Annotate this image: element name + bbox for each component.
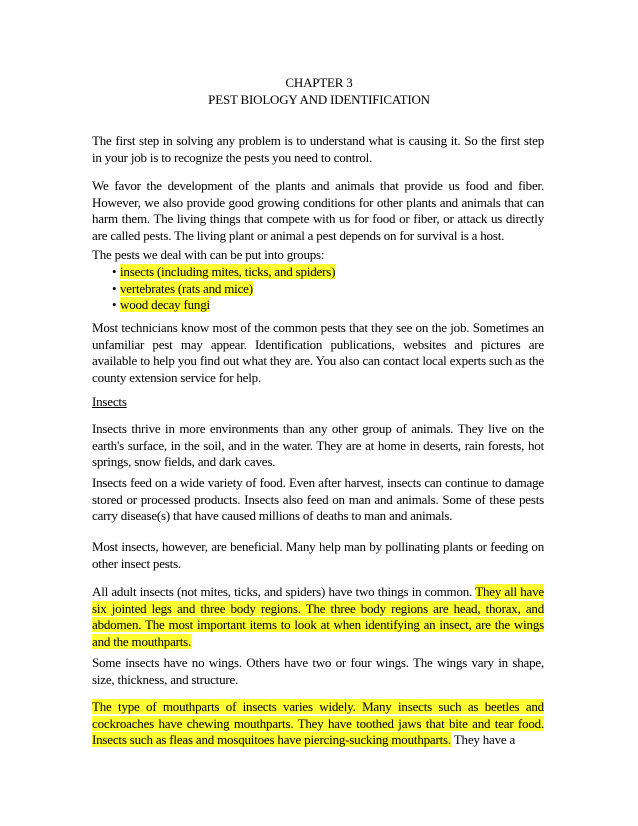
paragraph-insect-habitats: Insects thrive in more environments than any other group of animals. They live on the earth's surface, in the soil, and in the water. They are at home in deserts, rain forests, hot springs, snow fields, and dark caves.: [92, 421, 544, 469]
chapter-title: PEST BIOLOGY AND IDENTIFICATION: [208, 92, 430, 107]
list-item: [98, 264, 544, 281]
bullet-icon: •: [112, 297, 117, 312]
paragraph-insect-common-traits: [92, 584, 544, 650]
paragraph-beneficial-insects: Most insects, however, are beneficial. Many help man by pollinating plants or feeding on other insect pests.: [92, 539, 544, 571]
mouthparts-highlighted-text: The type of mouthparts of insects varies widely. Many insects such as beetles and cockroaches have chewing mouthparts. They have toothed jaws that bite and tear food. Insects such as fleas and mosquitoes have piercing-sucking mouthparts.: [92, 699, 544, 747]
bullet-icon: •: [112, 264, 117, 279]
paragraph-mouthparts: [92, 699, 544, 749]
list-item: [98, 281, 544, 298]
list-item-text: wood decay fungi: [120, 297, 210, 312]
list-item-text: vertebrates (rats and mice): [120, 280, 253, 296]
paragraph-identification: Most technicians know most of the common pests that they see on the job. Sometimes an unfamiliar pest may appear. Identification publications, websites and pictures are available to help you find out what they are. You also can contact local experts such as the county extension service for help.: [92, 320, 544, 385]
paragraph-insect-feeding: Insects feed on a wide variety of food. Even after harvest, insects can continue to damage stored or processed products. Insects also feed on man and animals. Some of these pests carry disease(s) that have caused millions of deaths to man and animals.: [92, 475, 544, 523]
bullet-icon: •: [112, 280, 117, 296]
pest-groups-list: [92, 264, 544, 314]
groups-intro: The pests we deal with can be put into groups:: [92, 247, 325, 262]
list-item: [98, 297, 544, 314]
traits-highlighted-text: They all have six jointed legs and three body regions. The three body regions are head, thorax, and abdomen. The most important items to look at when identifying an insect, are the wings and the mouthparts.: [92, 584, 544, 649]
chapter-number: CHAPTER 3: [285, 75, 353, 90]
list-item-text: insects (including mites, ticks, and spiders): [120, 264, 336, 279]
paragraph-intro: The first step in solving any problem is to understand what is causing it. So the first step in your job is to recognize the pests you need to control.: [92, 133, 544, 165]
mouthparts-plain-text: They have a: [453, 732, 516, 747]
traits-plain-text: All adult insects (not mites, ticks, and spiders) have two things in common.: [92, 584, 473, 599]
paragraph-pests-definition: We favor the development of the plants and animals that provide us food and fiber. However, we also provide good growing conditions for other plants and animals that can harm them. The living things that compete with us for food or fiber, or attack us directly are called pests. The living plant or animal a pest depends on for survival is a host.: [92, 178, 544, 243]
paragraph-wings: Some insects have no wings. Others have two or four wings. The wings vary in shape, size, thickness, and structure.: [92, 655, 544, 687]
section-heading-insects: Insects: [92, 394, 127, 409]
